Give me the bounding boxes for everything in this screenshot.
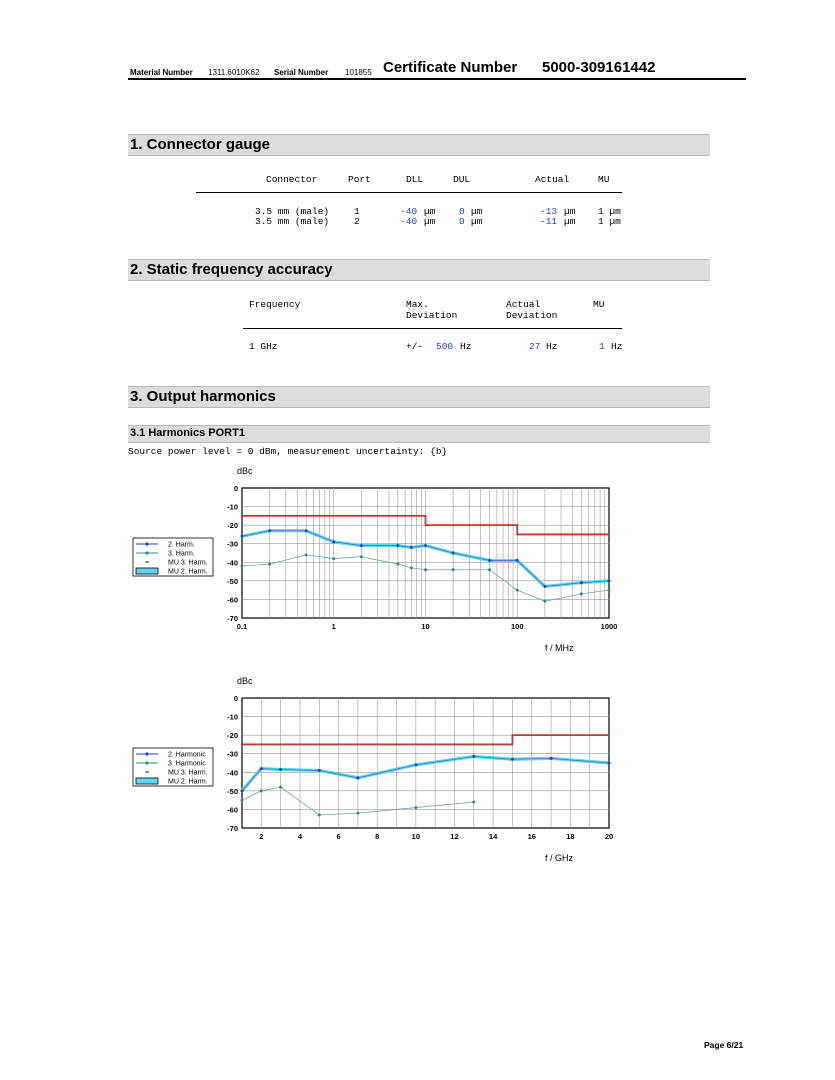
x-tick-label: 4 bbox=[297, 832, 303, 841]
serial-number-label: Serial Number bbox=[274, 68, 329, 77]
max-value: 500 bbox=[436, 341, 454, 352]
dll-unit: µm bbox=[424, 206, 436, 217]
series-3-point bbox=[268, 563, 271, 566]
harmonics-mhz-chart bbox=[120, 462, 640, 662]
series-2-point bbox=[360, 544, 363, 547]
y-tick-label: -10 bbox=[227, 712, 238, 722]
series-3-point bbox=[356, 812, 359, 815]
series-2-point bbox=[511, 758, 514, 761]
series-2-point bbox=[608, 579, 611, 582]
legend-marker-harm2 bbox=[145, 752, 148, 755]
col-port: Port bbox=[348, 174, 371, 185]
mu-unit: Hz bbox=[611, 341, 623, 352]
series-3-point bbox=[332, 557, 335, 560]
dul-cell: 0 bbox=[459, 216, 465, 227]
section-title: 3. Output harmonics bbox=[130, 388, 276, 405]
table-rule bbox=[243, 328, 622, 329]
col-actual-1: Actual bbox=[506, 299, 541, 310]
legend-entry: 3. Harmonic bbox=[168, 760, 206, 768]
section-title: 2. Static frequency accuracy bbox=[130, 261, 333, 278]
dll-unit: µm bbox=[424, 216, 436, 227]
series-2-point bbox=[580, 581, 583, 584]
actual-cell: -11 bbox=[540, 216, 558, 227]
x-tick-label: 10 bbox=[421, 622, 430, 631]
y-tick-label: -30 bbox=[227, 749, 238, 759]
legend-entry: MU 2. Harm. bbox=[168, 568, 208, 576]
x-tick-label: 6 bbox=[336, 832, 341, 841]
section-frequency-accuracy bbox=[128, 259, 710, 281]
series-2-point bbox=[268, 529, 271, 532]
serial-number-value: 101855 bbox=[345, 68, 372, 77]
y-tick-label: -50 bbox=[227, 576, 238, 586]
legend-entry: MU 3. Harm. bbox=[168, 559, 208, 567]
y-tick-label: -30 bbox=[227, 539, 238, 549]
certificate-number-label: Certificate Number bbox=[383, 59, 518, 76]
series-2-point bbox=[356, 776, 359, 779]
series-2-point bbox=[241, 789, 244, 792]
max-prefix: +/- bbox=[406, 341, 424, 352]
legend-marker-harm3 bbox=[145, 551, 148, 554]
harmonics-ghz-chart bbox=[120, 672, 640, 872]
x-tick-label: 16 bbox=[527, 832, 536, 841]
x-tick-label: 12 bbox=[450, 832, 459, 841]
series-3-point bbox=[580, 592, 583, 595]
series-3-point bbox=[241, 565, 244, 568]
legend-entry: 3. Harm. bbox=[168, 550, 195, 558]
col-actual-2: Deviation bbox=[506, 310, 558, 321]
col-mu: MU bbox=[593, 299, 605, 310]
connector-cell: 3.5 mm (male) bbox=[255, 216, 330, 227]
y-tick-label: 0 bbox=[233, 694, 238, 703]
series-2-point bbox=[414, 763, 417, 766]
source-note: Source power level = 0 dBm, measurement uncertainty: {b} bbox=[128, 446, 448, 457]
actual-unit: µm bbox=[564, 206, 576, 217]
series-2-point bbox=[550, 757, 553, 760]
page-number: Page 6/21 bbox=[704, 1040, 744, 1050]
series-3-point bbox=[305, 553, 308, 556]
y-axis-label: dBc bbox=[237, 466, 253, 476]
x-tick-label: 8 bbox=[375, 832, 380, 841]
frequency-cell: 1 GHz bbox=[249, 341, 278, 352]
mu-value: 1 bbox=[599, 341, 605, 352]
legend-entry: 2. Harm. bbox=[168, 541, 195, 549]
y-tick-label: -20 bbox=[227, 731, 238, 741]
series-2-point bbox=[608, 762, 611, 765]
series-2-point bbox=[472, 755, 475, 758]
certificate-header bbox=[128, 58, 746, 80]
certificate-number-value: 5000-309161442 bbox=[542, 59, 656, 76]
max-unit: Hz bbox=[460, 341, 472, 352]
series-3-point bbox=[414, 806, 417, 809]
col-actual: Actual bbox=[535, 174, 570, 185]
series-2-point bbox=[410, 546, 413, 549]
col-dul: DUL bbox=[453, 174, 471, 185]
dll-cell: -40 bbox=[400, 216, 418, 227]
x-tick-label: 100 bbox=[510, 622, 524, 631]
series-3-point bbox=[318, 814, 321, 817]
legend-entry: MU 3. Harm. bbox=[168, 769, 208, 777]
y-tick-label: -50 bbox=[227, 786, 238, 796]
dul-unit: µm bbox=[471, 206, 483, 217]
actual-unit: Hz bbox=[546, 341, 558, 352]
y-tick-label: -70 bbox=[227, 614, 238, 623]
series-2-point bbox=[424, 544, 427, 547]
series-3-point bbox=[396, 563, 399, 566]
series-2-point bbox=[488, 559, 491, 562]
x-tick-label: 10 bbox=[411, 832, 421, 841]
series-3-point bbox=[543, 600, 546, 603]
series-2-point bbox=[332, 540, 335, 543]
y-tick-label: -60 bbox=[227, 595, 238, 605]
series-2-point bbox=[396, 544, 399, 547]
series-3-point bbox=[516, 589, 519, 592]
series-3-point bbox=[360, 555, 363, 558]
legend-marker-harm2 bbox=[145, 542, 148, 545]
y-tick-label: -40 bbox=[227, 768, 238, 778]
x-axis-label: f / MHz bbox=[545, 643, 574, 653]
actual-value: 27 bbox=[529, 341, 541, 352]
dul-cell: 0 bbox=[459, 206, 465, 217]
x-tick-label: 2 bbox=[259, 832, 264, 841]
port-cell: 2 bbox=[354, 216, 360, 227]
y-tick-label: -10 bbox=[227, 502, 238, 512]
section-output-harmonics bbox=[128, 386, 710, 408]
x-tick-label: 0.1 bbox=[236, 622, 248, 631]
x-tick-label: 20 bbox=[604, 832, 614, 841]
col-mu: MU bbox=[598, 174, 610, 185]
mu-cell: 1 µm bbox=[598, 206, 621, 217]
series-3-point bbox=[452, 568, 455, 571]
series-3-point bbox=[472, 801, 475, 804]
col-max-1: Max. bbox=[406, 299, 429, 310]
col-dll: DLL bbox=[406, 174, 424, 185]
connector-cell: 3.5 mm (male) bbox=[255, 206, 330, 217]
series-3-point bbox=[260, 789, 263, 792]
table-rule bbox=[196, 192, 622, 193]
series-3-point bbox=[241, 799, 244, 802]
x-tick-label: 18 bbox=[566, 832, 575, 841]
series-2-point bbox=[279, 768, 282, 771]
legend-swatch-mu2 bbox=[136, 568, 158, 574]
legend-entry: 2. Harmonic bbox=[168, 751, 206, 759]
legend-entry: MU 2. Harm. bbox=[168, 778, 208, 786]
x-tick-label: 14 bbox=[488, 832, 498, 841]
series-3-point bbox=[410, 566, 413, 569]
series-2-point bbox=[260, 767, 263, 770]
y-tick-label: -60 bbox=[227, 805, 238, 815]
series-2-point bbox=[305, 529, 308, 532]
x-axis-label: f / GHz bbox=[545, 853, 574, 863]
y-axis-label: dBc bbox=[237, 676, 253, 686]
mu-cell: 1 µm bbox=[598, 216, 621, 227]
material-number-label: Material Number bbox=[130, 68, 193, 77]
col-max-2: Deviation bbox=[406, 310, 458, 321]
dul-unit: µm bbox=[471, 216, 483, 227]
x-tick-label: 1000 bbox=[600, 622, 618, 631]
series-2-point bbox=[318, 769, 321, 772]
series-2-point bbox=[516, 559, 519, 562]
x-tick-label: 1 bbox=[331, 622, 336, 631]
y-tick-label: 0 bbox=[233, 484, 238, 493]
y-tick-label: -20 bbox=[227, 521, 238, 531]
series-3-point bbox=[608, 589, 611, 592]
y-tick-label: -40 bbox=[227, 558, 238, 568]
actual-cell: -13 bbox=[540, 206, 558, 217]
section-title: 1. Connector gauge bbox=[130, 136, 271, 153]
subsection-title: 3.1 Harmonics PORT1 bbox=[130, 427, 245, 439]
series-2-point bbox=[452, 552, 455, 555]
port-cell: 1 bbox=[354, 206, 360, 217]
section-connector-gauge bbox=[128, 134, 710, 156]
series-3-point bbox=[424, 568, 427, 571]
series-3-point bbox=[488, 568, 491, 571]
series-3-point bbox=[279, 786, 282, 789]
material-number-value: 1311.6010K62 bbox=[208, 68, 260, 77]
col-connector: Connector bbox=[266, 174, 318, 185]
series-2-point bbox=[241, 535, 244, 538]
legend-swatch-mu2 bbox=[136, 778, 158, 784]
legend-marker-harm3 bbox=[145, 761, 148, 764]
series-2-point bbox=[543, 585, 546, 588]
dll-cell: -40 bbox=[400, 206, 418, 217]
col-frequency: Frequency bbox=[249, 299, 301, 310]
y-tick-label: -70 bbox=[227, 824, 238, 833]
subsection-harmonics-port1 bbox=[128, 425, 710, 443]
actual-unit: µm bbox=[564, 216, 576, 227]
